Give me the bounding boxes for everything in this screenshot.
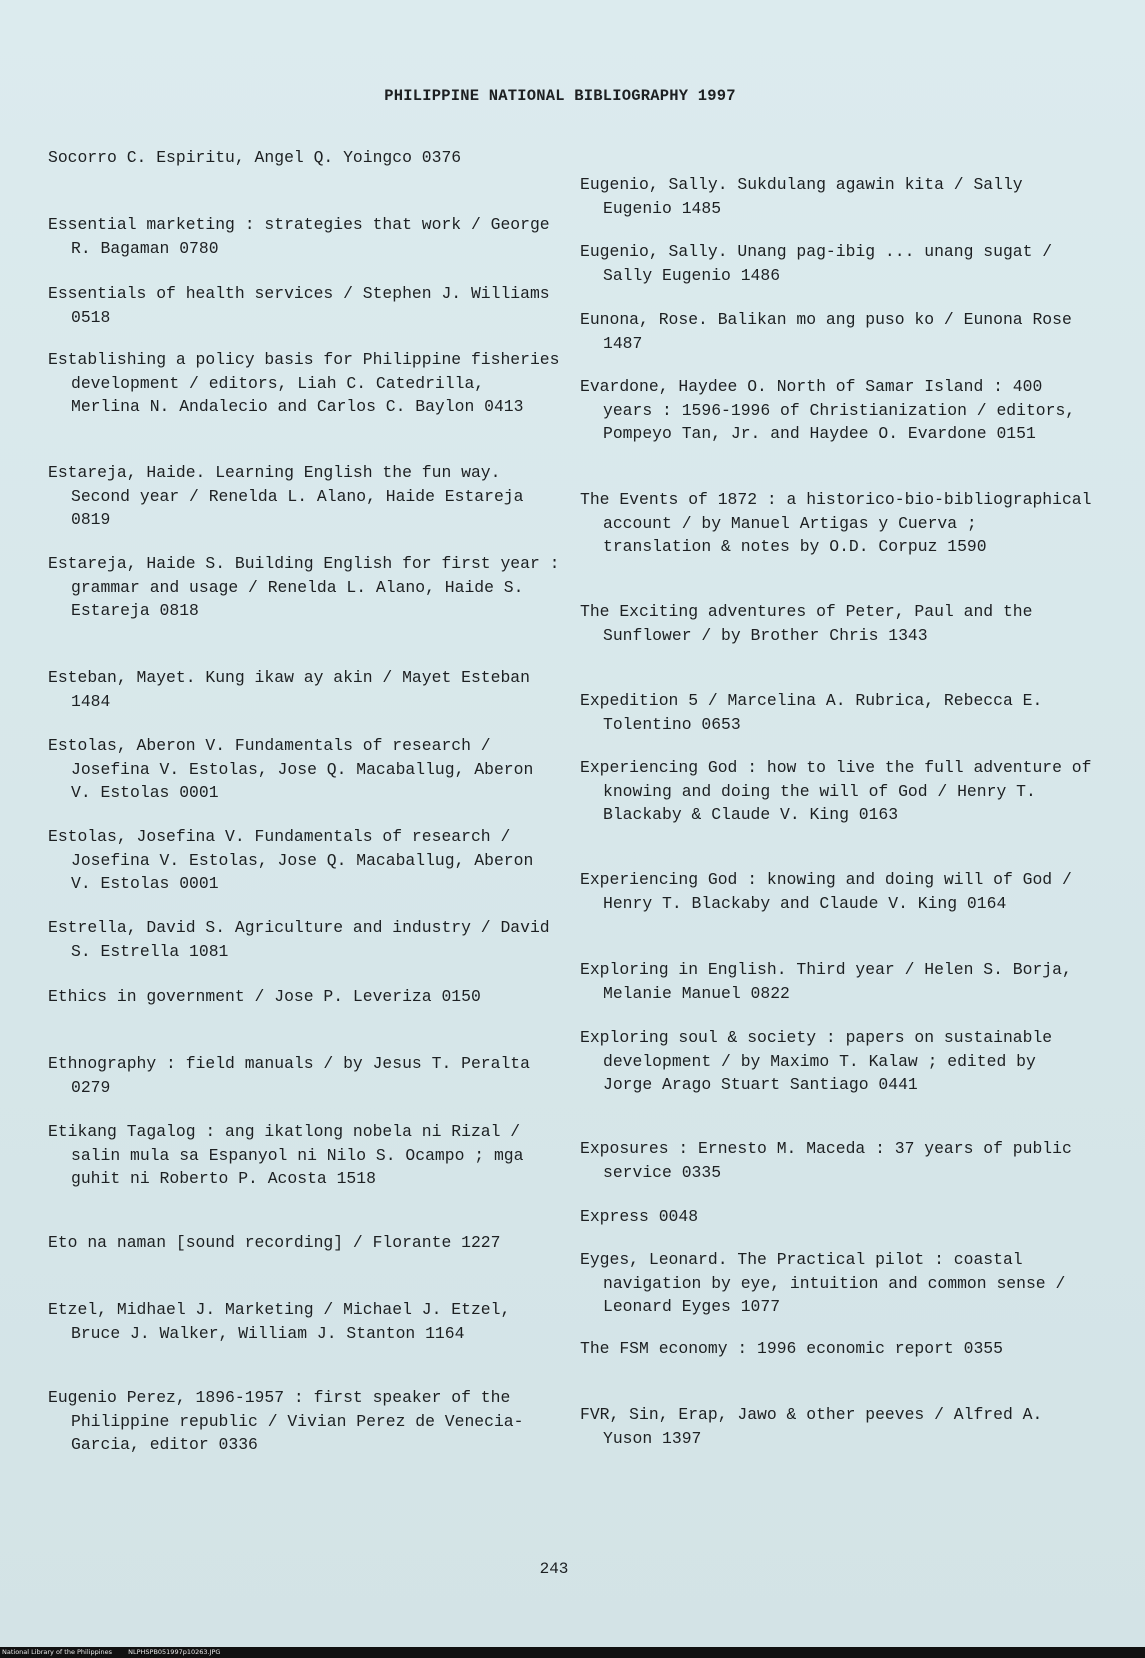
footer-library: National Library of the Philippines <box>2 1648 113 1656</box>
bibliography-entry: Estareja, Haide. Learning English the fun way. Second year / Renelda L. Alano, Haide Estareja 0819 <box>48 463 524 530</box>
bibliography-entry: Experiencing God : knowing and doing will of God / Henry T. Blackaby and Claude V. King 0164 <box>580 870 1072 913</box>
bibliography-entry: Eugenio, Sally. Sukdulang agawin kita / Sally Eugenio 1485 <box>580 175 1023 218</box>
bibliography-entry: Essentials of health services / Stephen J. Williams 0518 <box>48 284 550 327</box>
footer-caption <box>0 1647 220 1658</box>
bibliography-entry: Eunona, Rose. Balikan mo ang puso ko / Eunona Rose 1487 <box>580 310 1072 353</box>
bibliography-entry: Establishing a policy basis for Philippine fisheries development / editors, Liah C. Catedrilla, Merlina N. Andalecio and Carlos C. Baylon 0413 <box>48 350 560 417</box>
bibliography-entry: Estolas, Aberon V. Fundamentals of research / Josefina V. Estolas, Jose Q. Macaballug, Aberon V. Estolas 0001 <box>48 736 534 803</box>
bibliography-entry: The Exciting adventures of Peter, Paul and the Sunflower / by Brother Chris 1343 <box>580 602 1033 645</box>
bibliography-entry: Estolas, Josefina V. Fundamentals of research / Josefina V. Estolas, Jose Q. Macaballug, Aberon V. Estolas 0001 <box>48 827 534 894</box>
bibliography-entry: Experiencing God : how to live the full adventure of knowing and doing the will of God / Henry T. Blackaby & Claude V. King 0163 <box>580 758 1092 825</box>
page-title: PHILIPPINE NATIONAL BIBLIOGRAPHY 1997 <box>384 87 736 105</box>
page-number: 243 <box>539 1560 569 1578</box>
bibliography-entry: Eto na naman [sound recording] / Florante 1227 <box>48 1233 501 1252</box>
bibliography-entry: Etikang Tagalog : ang ikatlong nobela ni Rizal / salin mula sa Espanyol ni Nilo S. Ocampo ; mga guhit ni Roberto P. Acosta 1518 <box>48 1122 524 1189</box>
bibliography-entry: Estrella, David S. Agriculture and industry / David S. Estrella 1081 <box>48 918 550 961</box>
bibliography-entry: Estareja, Haide S. Building English for first year : grammar and usage / Renelda L. Alano, Haide S. Estareja 0818 <box>48 554 560 621</box>
bibliography-entry: Evardone, Haydee O. North of Samar Island : 400 years : 1596-1996 of Christianization / editors, Pompeyo Tan, Jr. and Haydee O. Evardone 0151 <box>580 377 1076 444</box>
bibliography-entry: Essential marketing : strategies that work / George R. Bagaman 0780 <box>48 215 550 258</box>
bibliography-entry: Ethics in government / Jose P. Leveriza 0150 <box>48 987 481 1006</box>
bibliography-entry: Eyges, Leonard. The Practical pilot : coastal navigation by eye, intuition and common sense / Leonard Eyges 1077 <box>580 1250 1066 1317</box>
bibliography-entry: Socorro C. Espiritu, Angel Q. Yoingco 0376 <box>48 148 462 167</box>
bibliography-entry: Exposures : Ernesto M. Maceda : 37 years of public service 0335 <box>580 1139 1072 1182</box>
bibliography-entry: Ethnography : field manuals / by Jesus T. Peralta 0279 <box>48 1054 530 1097</box>
bibliography-entry: Etzel, Midhael J. Marketing / Michael J. Etzel, Bruce J. Walker, William J. Stanton 1164 <box>48 1300 511 1343</box>
bibliography-entry: The Events of 1872 : a historico-bio-bibliographical account / by Manuel Artigas y Cuerva ; translation & notes by O.D. Corpuz 1590 <box>580 490 1092 557</box>
bibliography-entry: Express 0048 <box>580 1207 699 1226</box>
bibliography-entry: FVR, Sin, Erap, Jawo & other peeves / Alfred A. Yuson 1397 <box>580 1405 1043 1448</box>
bibliography-entry: Esteban, Mayet. Kung ikaw ay akin / Mayet Esteban 1484 <box>48 668 530 711</box>
bibliography-entry: Exploring in English. Third year / Helen S. Borja, Melanie Manuel 0822 <box>580 960 1072 1003</box>
bibliography-entry: Eugenio Perez, 1896-1957 : first speaker of the Philippine republic / Vivian Perez de Venecia-Garcia, editor 0336 <box>48 1388 524 1455</box>
bibliography-entry: Exploring soul & society : papers on sustainable development / by Maximo T. Kalaw ; edited by Jorge Arago Stuart Santiago 0441 <box>580 1028 1053 1095</box>
bibliography-entry: Expedition 5 / Marcelina A. Rubrica, Rebecca E. Tolentino 0653 <box>580 691 1043 734</box>
bibliography-entry: The FSM economy : 1996 economic report 0355 <box>580 1339 1003 1358</box>
bibliography-entry: Eugenio, Sally. Unang pag-ibig ... unang sugat / Sally Eugenio 1486 <box>580 242 1053 285</box>
footer-file-id: NLPHSPB051997p10263.JPG <box>128 1648 221 1656</box>
